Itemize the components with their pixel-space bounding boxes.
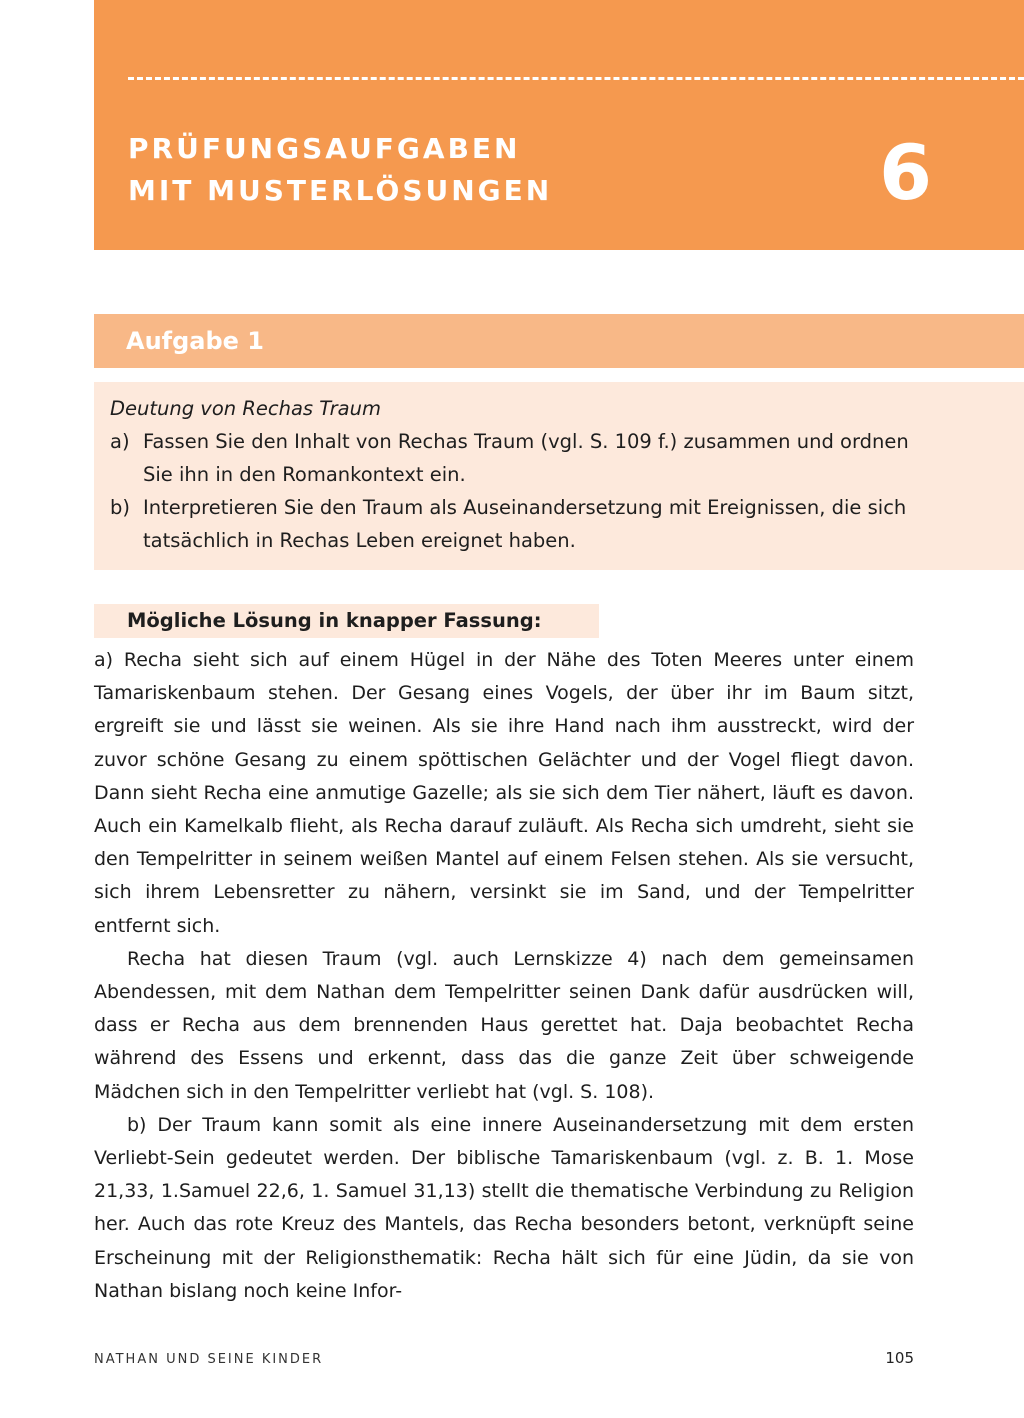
- chapter-number: 6: [879, 128, 932, 217]
- task-item-b: [110, 491, 930, 557]
- chapter-title-line-1: PRÜFUNGSAUFGABEN: [128, 132, 521, 165]
- page-number: 105: [885, 1349, 914, 1367]
- solution-heading: [94, 604, 599, 638]
- task-item-text: Fassen Sie den Inhalt von Rechas Traum (vgl. S. 109 f.) zusammen und ordnen Sie ihn in den Romankontext ein.: [143, 430, 909, 486]
- task-intro: Deutung von Rechas Traum: [110, 397, 381, 420]
- header-dashed-rule: [128, 77, 1024, 80]
- task-box: [94, 382, 1024, 570]
- task-item-marker: b): [110, 496, 130, 519]
- solution-paragraph: b) Der Traum kann somit als eine innere Auseinandersetzung mit dem ersten Verliebt-Sein gedeutet werden. Der biblische Tamariskenbaum (vgl. z. B. 1. Mose 21,33, 1.Samuel 22,6, 1. Samuel 31,13) stellt die thematische Verbindung zu Religion her. Auch das rote Kreuz des Mantels, das Recha besonders betont, verknüpft seine Erscheinung mit der Religionsthematik: Recha hält sich für eine Jüdin, da sie von Nathan bislang noch keine Infor-: [94, 1113, 914, 1302]
- solution-paragraph: a) Recha sieht sich auf einem Hügel in der Nähe des Toten Meeres unter einem Tamariskenbaum stehen. Der Gesang eines Vogels, der über ihr im Baum sitzt, ergreift sie und lässt sie weinen. Als sie ihre Hand nach ihm ausstreckt, wird der zuvor schöne Gesang zu einem spöttischen Gelächter und der Vogel fliegt davon. Dann sieht Recha eine anmutige Gazelle; als sie sich dem Tier nähert, läuft es davon. Auch ein Kamelkalb flieht, als Recha darauf zuläuft. Als Recha sich umdreht, sieht sie den Tempelritter in seinem weißen Mantel auf einem Felsen stehen. Als sie versucht, sich ihrem Lebensretter zu nähern, versinkt sie im Sand, und der Tempelritter entfernt sich.: [94, 649, 914, 937]
- task-item-a: [110, 425, 930, 491]
- task-item-text: Interpretieren Sie den Traum als Auseinandersetzung mit Ereignissen, die sich tatsächlich in Rechas Leben ereignet haben.: [143, 496, 907, 552]
- chapter-header: [94, 0, 1024, 250]
- task-list: [110, 425, 930, 557]
- task-title-bar: [94, 314, 1024, 368]
- task-title: Aufgabe 1: [126, 327, 264, 355]
- chapter-title: [128, 128, 552, 212]
- solution-heading-label: Mögliche Lösung in knapper Fassung:: [127, 609, 542, 632]
- solution-paragraph: Recha hat diesen Traum (vgl. auch Lernskizze 4) nach dem gemeinsamen Abendessen, mit dem Nathan dem Tempelritter seinen Dank dafür ausdrücken will, dass er Recha aus dem brennenden Haus gerettet hat. Daja beobachtet Recha während des Essens und erkennt, dass das die ganze Zeit über schweigende Mädchen sich in den Tempelritter verliebt hat (vgl. S. 108).: [94, 947, 914, 1103]
- task-item-marker: a): [110, 430, 130, 453]
- solution-body: [94, 644, 914, 1308]
- running-footer: NATHAN UND SEINE KINDER: [94, 1352, 324, 1367]
- chapter-title-line-2: MIT MUSTERLÖSUNGEN: [128, 174, 553, 207]
